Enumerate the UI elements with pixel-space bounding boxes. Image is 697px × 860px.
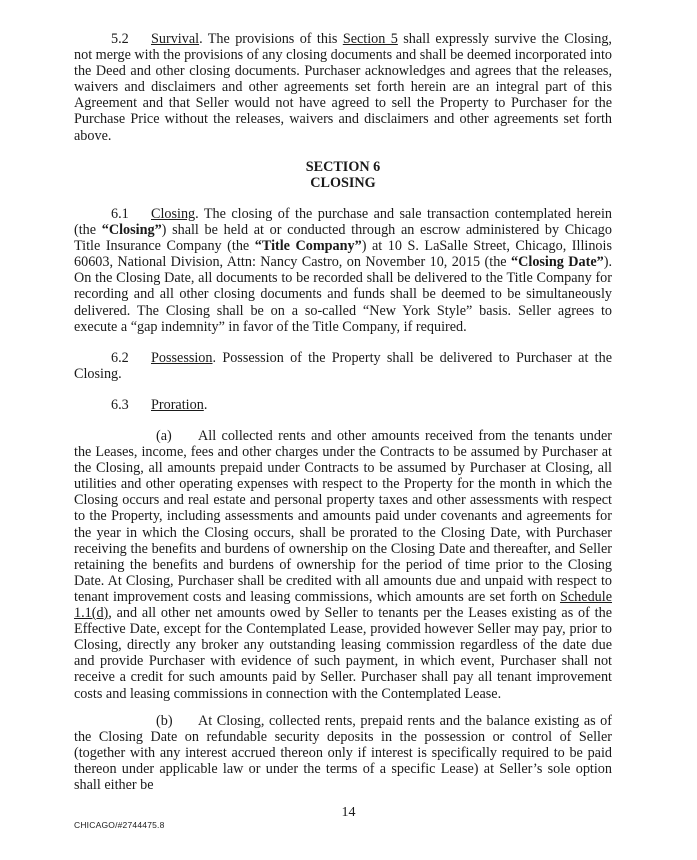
section-reference: Section 5 bbox=[342, 31, 398, 47]
section-subheading: CLOSING bbox=[310, 175, 376, 191]
section-number: 5.2 bbox=[111, 31, 129, 47]
section-title: Survival bbox=[151, 31, 200, 47]
defined-term: “Title Company” bbox=[254, 238, 362, 255]
subsection-label: (b) bbox=[156, 713, 173, 729]
paragraph-6-3-b: (b) At Closing, collected rents, prepaid rents and the balance existing as of the Closing Date on refundable security deposits in the possession or control of Seller (together with any interest accrued thereon only if interest is specifically required to be paid thereon under applicable law or under the terms of a specific Lease) at Seller’s sole option shall either be bbox=[74, 713, 612, 794]
section-title: Closing bbox=[151, 206, 196, 222]
section-title: Possession bbox=[151, 350, 213, 366]
page-number: 14 bbox=[341, 805, 356, 820]
defined-term: “Closing” bbox=[101, 222, 162, 239]
section-heading: SECTION 6 bbox=[305, 159, 381, 175]
schedule-reference: Schedule 1.1(d) bbox=[74, 588, 612, 622]
section-number: 6.2 bbox=[111, 350, 129, 366]
paragraph-6-3: 6.3 Proration. bbox=[111, 397, 208, 413]
section-title: Proration bbox=[151, 397, 204, 413]
document-id: CHICAGO/#2744475.8 bbox=[74, 820, 165, 830]
paragraph-6-3-a: (a) All collected rents and other amounts received from the tenants under the Leases, income, fees and other charges under the Contracts to be assumed by Purchaser at the Closing, all amounts prepaid under Contracts to be assumed by Purchaser at Closing, all utilities and other operating expenses with respect to the Property for the month in which the Closing occurs and real estate and personal property taxes and other assessments with respect to the Property, including assessments and amounts paid under covenants and agreements for the year in which the Closing occurs, shall be prorated to the Closing Date, with Purchaser receiving the benefits and burdens of ownership on the Closing Date and thereafter, and Seller retaining the benefits and burdens of ownership for the period of time prior to the Closing Date. At Closing, Purchaser shall be credited with all amounts due and unpaid with respect to tenant improvement costs and leasing commissions, which amounts are set forth on Schedule 1.1(d), and all other net amounts owed by Seller to tenants per the Leases existing as of the Effective Date, except for the Contemplated Lease, provided however Seller may pay, prior to Closing, directly any broker any outstanding leasing commission regardless of the date due and provide Purchaser with evidence of such payment, in which event, Purchaser shall not receive a credit for such amounts paid by Seller. Purchaser shall pay all tenant improvement costs and leasing commissions in connection with the Contemplated Lease. bbox=[74, 428, 612, 702]
paragraph-5-2: 5.2 Survival. The provisions of this Section 5 shall expressly survive the Closing, not merge with the provisions of any closing documents and shall be deemed incorporated into the Deed and other closing documents. Purchaser acknowledges and agrees that the releases, waivers and disclaimers and other agreements set forth herein are an integral part of this Agreement and that Seller would not have agreed to sell the Property to Purchaser for the Purchase Price without the releases, waivers and disclaimers and other agreements set forth above. bbox=[74, 31, 612, 144]
subsection-label: (a) bbox=[156, 428, 172, 444]
section-number: 6.3 bbox=[111, 397, 129, 413]
defined-term: “Closing Date” bbox=[511, 254, 604, 271]
paragraph-6-1: 6.1 Closing. The closing of the purchase and sale transaction contemplated herein (the “Closing”) shall be held at or conducted through an escrow administered by Chicago Title Insurance Company (the “Title Company”) at 10 S. LaSalle Street, Chicago, Illinois 60603, National Division, Attn: Nancy Castro, on November 10, 2015 (the “Closing Date”). On the Closing Date, all documents to be recorded shall be delivered to the Title Company for recording and all other closing documents and funds shall be deemed to be simultaneously delivered. The Closing shall be on a so-called “New York Style” basis. Seller agrees to execute a “gap indemnity” in favor of the Title Company, if required. bbox=[74, 206, 612, 335]
paragraph-6-2: 6.2 Possession. Possession of the Property shall be delivered to Purchaser at the Closing. bbox=[74, 350, 612, 383]
section-number: 6.1 bbox=[111, 206, 129, 222]
